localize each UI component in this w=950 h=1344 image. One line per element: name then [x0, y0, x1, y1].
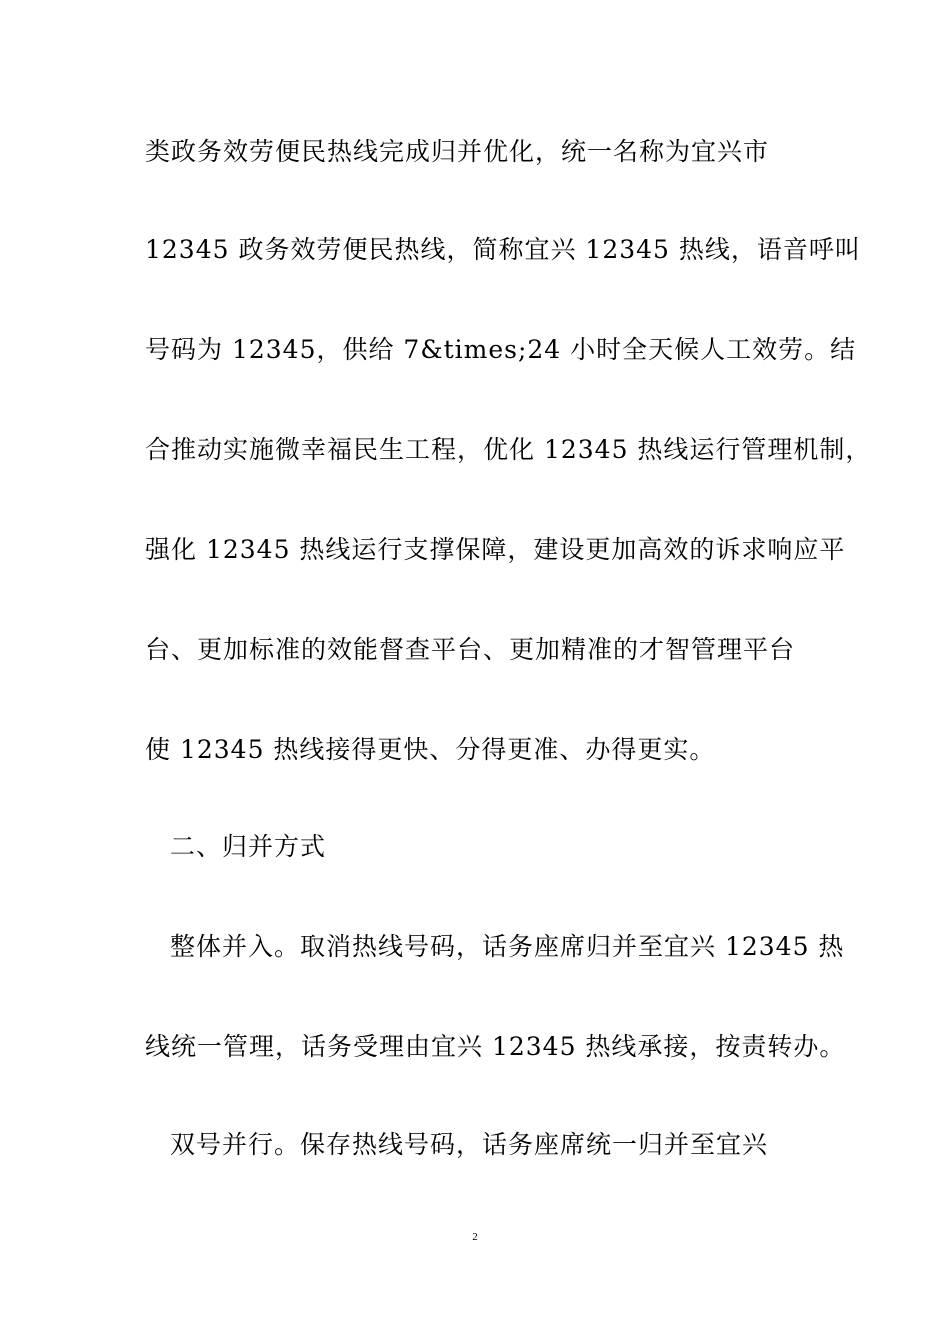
- body-text-line: 使 12345 热线接得更快、分得更准、办得更实。: [145, 735, 716, 764]
- body-text-line: 台、更加标准的效能督查平台、更加精准的才智管理平台: [145, 635, 796, 664]
- body-text-line: 类政务效劳便民热线完成归并优化，统一名称为宜兴市: [145, 137, 770, 166]
- body-text-line: 整体并入。取消热线号码，话务座席归并至宜兴 12345 热: [170, 932, 845, 961]
- body-text-line: 12345 政务效劳便民热线，简称宜兴 12345 热线，语音呼叫: [145, 235, 861, 264]
- body-text-line: 双号并行。保存热线号码，话务座席统一归并至宜兴: [170, 1130, 769, 1159]
- page-number: 2: [472, 1231, 478, 1243]
- section-heading: 二、归并方式: [170, 832, 327, 861]
- body-text-line: 合推动实施微幸福民生工程，优化 12345 热线运行管理机制，: [145, 435, 872, 464]
- body-text-line: 号码为 12345，供给 7&times;24 小时全天候人工效劳。结: [145, 335, 857, 364]
- body-text-line: 强化 12345 热线运行支撑保障，建设更加高效的诉求响应平: [145, 535, 846, 564]
- body-text-line: 线统一管理，话务受理由宜兴 12345 热线承接，按责转办。: [145, 1032, 846, 1061]
